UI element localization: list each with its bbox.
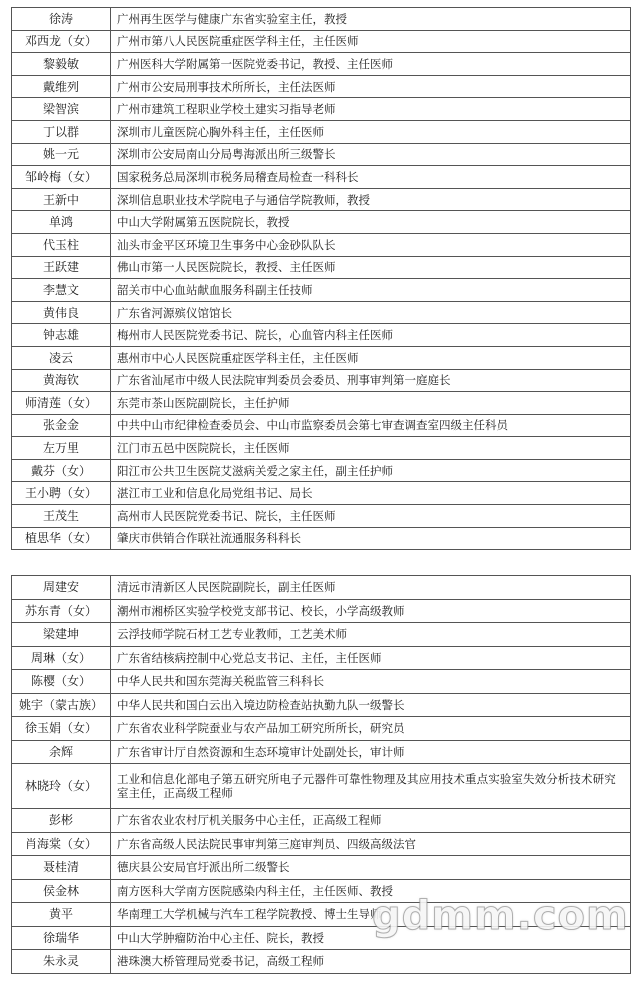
person-position: 潮州市湘桥区实验学校党支部书记、校长，小学高级教师 xyxy=(111,599,631,623)
table-row xyxy=(12,166,631,189)
person-position: 云浮技师学院石材工艺专业教师，工艺美术师 xyxy=(111,623,631,647)
table-row xyxy=(12,740,631,764)
person-position: 广东省农业农村厅机关服务中心主任，正高级工程师 xyxy=(111,809,631,833)
person-name: 彭彬 xyxy=(12,809,111,833)
table-row xyxy=(12,211,631,234)
person-position: 广州市第八人民医院重症医学科主任，主任医师 xyxy=(111,30,631,53)
person-name: 王新中 xyxy=(12,188,111,211)
person-position: 汕头市金平区环境卫生事务中心金砂队队长 xyxy=(111,233,631,256)
table-row xyxy=(12,527,631,550)
person-position: 港珠澳大桥管理局党委书记，高级工程师 xyxy=(111,950,631,974)
person-name: 王跃建 xyxy=(12,256,111,279)
table-row xyxy=(12,120,631,143)
person-name: 钟志雄 xyxy=(12,324,111,347)
table-row xyxy=(12,832,631,856)
person-name: 左万里 xyxy=(12,437,111,460)
person-position: 中山大学肿瘤防治中心主任、院长，教授 xyxy=(111,926,631,950)
person-name: 李慧文 xyxy=(12,279,111,302)
person-name: 黄伟良 xyxy=(12,301,111,324)
person-position: 广东省河源殡仪馆馆长 xyxy=(111,301,631,324)
person-position: 德庆县公安局官圩派出所二级警长 xyxy=(111,856,631,880)
person-name: 朱永灵 xyxy=(12,950,111,974)
table-row xyxy=(12,98,631,121)
table-row xyxy=(12,879,631,903)
table-row xyxy=(12,459,631,482)
person-name: 周琳（女） xyxy=(12,646,111,670)
table-row xyxy=(12,717,631,741)
person-name: 姚一元 xyxy=(12,143,111,166)
table-row xyxy=(12,646,631,670)
person-position: 东莞市茶山医院副院长，主任护师 xyxy=(111,392,631,415)
person-name: 徐瑞华 xyxy=(12,926,111,950)
table-row xyxy=(12,301,631,324)
table-row xyxy=(12,188,631,211)
person-position: 广州医科大学附属第一医院党委书记，教授、主任医师 xyxy=(111,53,631,76)
table-row xyxy=(12,324,631,347)
person-position: 国家税务总局深圳市税务局稽查局检查一科科长 xyxy=(111,166,631,189)
person-name: 戴维列 xyxy=(12,75,111,98)
person-name: 黎毅敏 xyxy=(12,53,111,76)
table-row xyxy=(12,576,631,600)
person-name: 梁建坤 xyxy=(12,623,111,647)
person-name: 林晓玲（女） xyxy=(12,764,111,809)
person-position: 广州市公安局刑事技术所所长，主任法医师 xyxy=(111,75,631,98)
person-position: 深圳市公安局南山分局粤海派出所三级警长 xyxy=(111,143,631,166)
person-position: 高州市人民医院党委书记、院长，主任医师 xyxy=(111,505,631,528)
table-row xyxy=(12,950,631,974)
person-position: 广东省结核病控制中心党总支书记、主任，主任医师 xyxy=(111,646,631,670)
table-row xyxy=(12,256,631,279)
person-position: 广东省审计厅自然资源和生态环境审计处副处长，审计师 xyxy=(111,740,631,764)
person-name: 徐涛 xyxy=(12,8,111,31)
person-position: 佛山市第一人民医院院长，教授、主任医师 xyxy=(111,256,631,279)
person-name: 陈樱（女） xyxy=(12,670,111,694)
person-name: 戴芬（女） xyxy=(12,459,111,482)
table-row xyxy=(12,926,631,950)
table-row xyxy=(12,369,631,392)
person-position: 中华人民共和国白云出入境边防检查站执勤九队一级警长 xyxy=(111,693,631,717)
table-row xyxy=(12,764,631,809)
person-position: 湛江市工业和信息化局党组书记、局长 xyxy=(111,482,631,505)
table-row xyxy=(12,8,631,31)
person-position: 江门市五邑中医院院长，主任医师 xyxy=(111,437,631,460)
person-name: 植思华（女） xyxy=(12,527,111,550)
table-row xyxy=(12,53,631,76)
person-position: 梅州市人民医院党委书记、院长，心血管内科主任医师 xyxy=(111,324,631,347)
table-row xyxy=(12,505,631,528)
table-row xyxy=(12,856,631,880)
table-row xyxy=(12,233,631,256)
honoree-table-1 xyxy=(11,7,631,550)
person-position: 阳江市公共卫生医院艾滋病关爱之家主任，副主任护师 xyxy=(111,459,631,482)
person-name: 徐玉娟（女） xyxy=(12,717,111,741)
person-position: 中共中山市纪律检查委员会、中山市监察委员会第七审查调查室四级主任科员 xyxy=(111,414,631,437)
person-position: 广州再生医学与健康广东省实验室主任，教授 xyxy=(111,8,631,31)
table-row xyxy=(12,903,631,927)
person-name: 丁以群 xyxy=(12,120,111,143)
table-row xyxy=(12,392,631,415)
table-row xyxy=(12,414,631,437)
person-name: 周建安 xyxy=(12,576,111,600)
person-name: 肖海棠（女） xyxy=(12,832,111,856)
person-name: 邓西龙（女） xyxy=(12,30,111,53)
person-name: 凌云 xyxy=(12,346,111,369)
person-name: 梁智滨 xyxy=(12,98,111,121)
person-position: 肇庆市供销合作联社流通服务科科长 xyxy=(111,527,631,550)
person-position: 南方医科大学南方医院感染内科主任，主任医师、教授 xyxy=(111,879,631,903)
person-name: 黄海钦 xyxy=(12,369,111,392)
table-row xyxy=(12,75,631,98)
person-name: 张金金 xyxy=(12,414,111,437)
person-name: 聂桂清 xyxy=(12,856,111,880)
table-row xyxy=(12,143,631,166)
table-row xyxy=(12,599,631,623)
person-name: 邹岭梅（女） xyxy=(12,166,111,189)
person-position: 广东省农业科学院蚕业与农产品加工研究所所长，研究员 xyxy=(111,717,631,741)
honoree-table-2 xyxy=(11,575,631,974)
table-row xyxy=(12,809,631,833)
person-name: 黄平 xyxy=(12,903,111,927)
person-position: 工业和信息化部电子第五研究所电子元器件可靠性物理及其应用技术重点实验室失效分析技术研究室主任，正高级工程师 xyxy=(111,764,631,809)
person-position: 中山大学附属第五医院院长，教授 xyxy=(111,211,631,234)
table-row xyxy=(12,437,631,460)
site-watermark: gdmm.com xyxy=(372,893,629,939)
table-row xyxy=(12,623,631,647)
table-row xyxy=(12,30,631,53)
table-row xyxy=(12,670,631,694)
person-name: 苏东青（女） xyxy=(12,599,111,623)
table-row xyxy=(12,346,631,369)
person-name: 师清莲（女） xyxy=(12,392,111,415)
person-position: 韶关市中心血站献血服务科副主任技师 xyxy=(111,279,631,302)
person-position: 惠州市中心人民医院重症医学科主任，主任医师 xyxy=(111,346,631,369)
table-row xyxy=(12,279,631,302)
person-name: 单鸿 xyxy=(12,211,111,234)
person-position: 广东省高级人民法院民事审判第三庭审判员、四级高级法官 xyxy=(111,832,631,856)
person-position: 华南理工大学机械与汽车工程学院教授、博士生导师 xyxy=(111,903,631,927)
person-position: 清远市清新区人民医院副院长，副主任医师 xyxy=(111,576,631,600)
table-row xyxy=(12,693,631,717)
person-name: 余辉 xyxy=(12,740,111,764)
person-position: 广东省汕尾市中级人民法院审判委员会委员、刑事审判第一庭庭长 xyxy=(111,369,631,392)
person-position: 深圳市儿童医院心胸外科主任，主任医师 xyxy=(111,120,631,143)
person-name: 王茂生 xyxy=(12,505,111,528)
person-name: 王小聘（女） xyxy=(12,482,111,505)
table-row xyxy=(12,482,631,505)
person-name: 姚宇（蒙古族） xyxy=(12,693,111,717)
person-position: 中华人民共和国东莞海关税监管三科科长 xyxy=(111,670,631,694)
person-name: 代玉柱 xyxy=(12,233,111,256)
person-position: 深圳信息职业技术学院电子与通信学院教师，教授 xyxy=(111,188,631,211)
person-name: 侯金林 xyxy=(12,879,111,903)
person-position: 广州市建筑工程职业学校土建实习指导老师 xyxy=(111,98,631,121)
